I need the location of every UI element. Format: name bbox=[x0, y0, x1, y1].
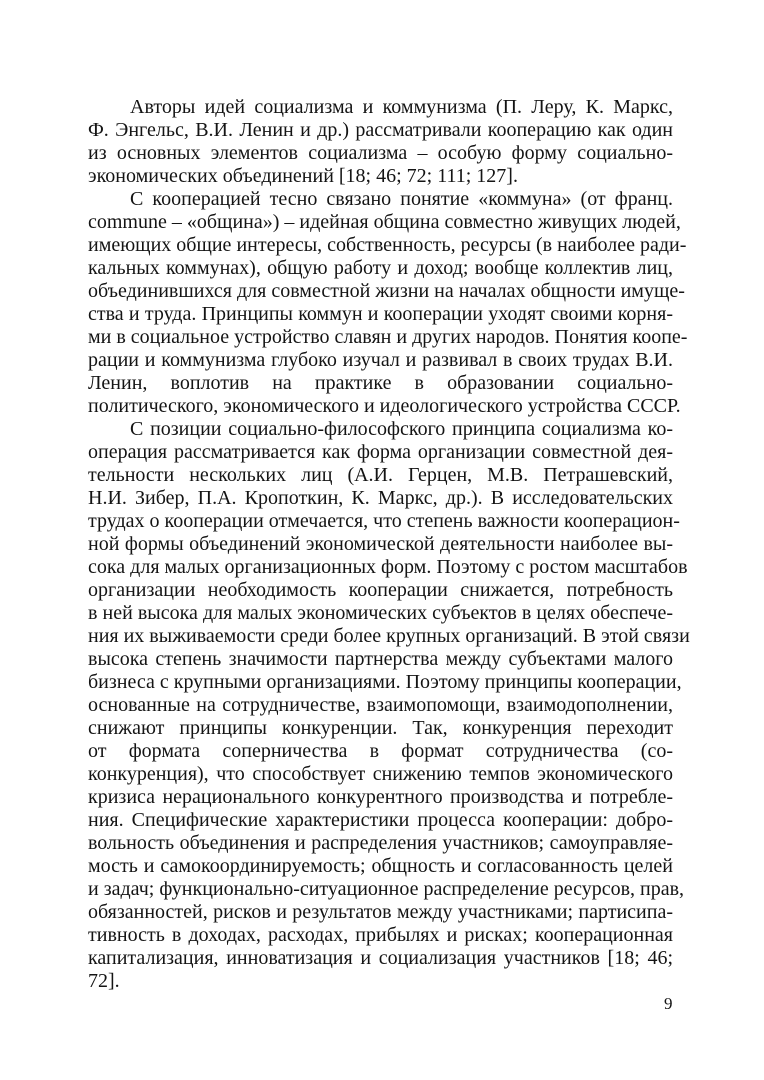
text-line: тельности нескольких лиц (А.И. Герцен, М.В. Петрашевский, bbox=[88, 464, 673, 486]
text-line: Ленин, воплотив на практике в образовании социально- bbox=[88, 372, 673, 394]
paragraph-3 bbox=[88, 418, 690, 993]
document-body bbox=[88, 96, 690, 993]
text-line: капитализация, инноватизация и социализация участников [18; 46; bbox=[88, 947, 673, 969]
text-line: ния их выживаемости среди более крупных организаций. В этой связи bbox=[88, 625, 690, 647]
text-line: операция рассматривается как форма организации совместной дея- bbox=[88, 441, 673, 463]
text-line: трудах о кооперации отмечается, что степень важности кооперацион- bbox=[88, 510, 680, 532]
text-line: ства и труда. Принципы коммун и кооперации уходят своими корня- bbox=[88, 303, 673, 325]
text-line: из основных элементов социализма – особую форму социально- bbox=[88, 142, 673, 164]
text-line: Авторы идей социализма и коммунизма (П. Леру, К. Маркс, bbox=[130, 96, 673, 118]
text-line: кризиса нерационального конкурентного производства и потребле- bbox=[88, 786, 673, 808]
text-line: в ней высока для малых экономических субъектов в целях обеспече- bbox=[88, 602, 673, 624]
text-line: мость и самокоординируемость; общность и согласованность целей bbox=[88, 855, 673, 877]
text-line: основанные на сотрудничестве, взаимопомощи, взаимодополнении, bbox=[88, 694, 673, 716]
paragraph-1 bbox=[88, 96, 673, 188]
text-line: ния. Специфические характеристики процесса кооперации: добро- bbox=[88, 809, 673, 831]
text-line: Н.И. Зибер, П.А. Кропоткин, К. Маркс, др.). В исследовательских bbox=[88, 487, 673, 509]
text-line: вольность объединения и распределения участников; самоуправляе- bbox=[88, 832, 673, 854]
text-line: С кооперацией тесно связано понятие «коммуна» (от франц. bbox=[130, 188, 673, 210]
text-line: тивность в доходах, расходах, прибылях и рисках; кооперационная bbox=[88, 924, 673, 946]
text-line: С позиции социально-философского принципа социализма ко- bbox=[130, 418, 673, 440]
text-line: рации и коммунизма глубоко изучал и развивал в своих трудах В.И. bbox=[88, 349, 673, 371]
text-line: и задач; функционально-ситуационное распределение ресурсов, прав, bbox=[88, 878, 685, 900]
text-line: commune – «община») – идейная община совместно живущих людей, bbox=[88, 211, 681, 233]
text-line: экономических объединений [18; 46; 72; 111; 127]. bbox=[88, 165, 518, 187]
text-line: кальных коммунах), общую работу и доход; вообще коллектив лиц, bbox=[88, 257, 673, 279]
page-number: 9 bbox=[664, 994, 673, 1013]
text-line: ной формы объединений экономической деятельности наиболее вы- bbox=[88, 533, 673, 555]
paragraph-2 bbox=[88, 188, 688, 418]
text-line: Ф. Энгельс, В.И. Ленин и др.) рассматривали кооперацию как один bbox=[88, 119, 673, 141]
text-line: 72]. bbox=[88, 970, 120, 992]
text-line: бизнеса с крупными организациями. Поэтому принципы кооперации, bbox=[88, 671, 682, 693]
text-line: от формата соперничества в формат сотрудничества (со- bbox=[88, 740, 673, 762]
text-line: организации необходимость кооперации снижается, потребность bbox=[88, 579, 673, 601]
text-line: политического, экономического и идеологического устройства СССР. bbox=[88, 395, 681, 417]
text-line: объединившихся для совместной жизни на началах общности имуще- bbox=[88, 280, 685, 302]
text-line: конкуренция), что способствует снижению темпов экономического bbox=[88, 763, 673, 785]
text-line: обязанностей, рисков и результатов между участниками; партисипа- bbox=[88, 901, 673, 923]
text-line: имеющих общие интересы, собственность, ресурсы (в наиболее ради- bbox=[88, 234, 687, 256]
text-line: снижают принципы конкуренции. Так, конкуренция переходит bbox=[88, 717, 673, 739]
text-line: высока степень значимости партнерства между субъектами малого bbox=[88, 648, 673, 670]
text-line: ми в социальное устройство славян и других народов. Понятия коопе- bbox=[88, 326, 688, 348]
text-line: сока для малых организационных форм. Поэтому с ростом масштабов bbox=[88, 556, 688, 578]
